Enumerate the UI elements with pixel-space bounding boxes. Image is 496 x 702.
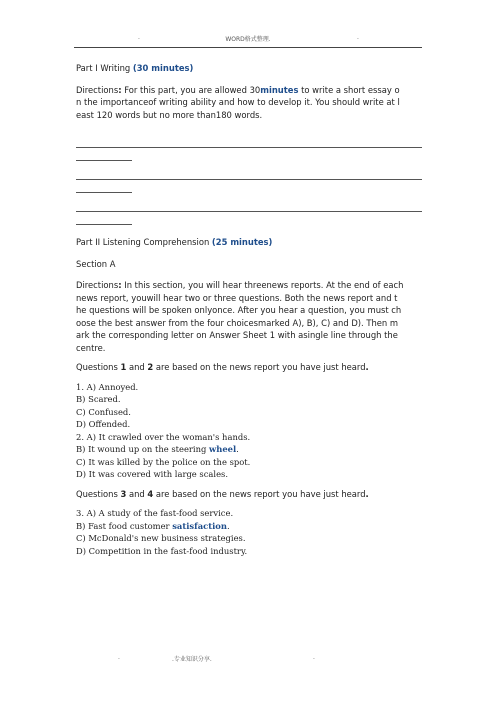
option-text: B) It wound up on the steering wheel. [76,444,239,454]
footer-text: .专业知识分享. [172,656,212,663]
part1-heading: Part I Writing (30 minutes) [76,63,194,73]
option-text: 3. A) A study of the fast-food service. [76,508,234,518]
option-text: D) Competition in the fast-food industry. [76,545,248,556]
document-body [76,62,422,557]
header-left-mark: . [138,34,140,41]
option-text: C) Confused. [76,406,131,417]
option-text: B) Scared. [76,394,121,404]
option-text: C) McDonald's new business strategies. [76,533,246,543]
option-text: D) Offended. [76,419,131,429]
blank-line [76,167,422,180]
option-text: 1. A) Annoyed. [76,381,139,392]
option-text: 2. A) It crawled over the woman's hands. [76,431,251,442]
footer-left-mark: . [118,654,120,661]
blank-line-end [76,212,132,225]
questions-1-2-options [76,381,422,481]
questions-1-2-intro: Questions 1 and 2 are based on the news report you have just heard. [76,362,369,372]
page-header [0,34,496,46]
page-footer [0,654,496,666]
part2-heading: Part II Listening Comprehension (25 minutes) [76,237,273,247]
part1-directions: Directions: For this part, you are allowed 30minutes to write a short essay o n the importanceof writing ability and how to develop it. You should write at l east 120 words but no more than180 words. [76,84,400,120]
header-right-mark: . [357,34,359,41]
questions-3-4-intro: Questions 3 and 4 are based on the news report you have just heard. [76,488,369,499]
writing-blank-lines [76,135,422,225]
blank-line [76,135,422,148]
blank-line [76,199,422,212]
header-title: WORD格式整理. [225,36,271,43]
part2-directions: Directions: In this section, you will hear threenews reports. At the end of each news report, youwill hear two or three questions. Both the news report and t he questions will be spoken onlyonce. After you hear a question, you must ch oose the best answer from the four choicesmarked A), B), C) and D). Then m ark the corresponding letter on Answer Sheet 1 with asingle line through the centre. [76,280,404,353]
section-a-label: Section A [76,258,116,269]
blank-line-end [76,148,132,161]
questions-3-4-options [76,507,422,557]
option-text: C) It was killed by the police on the spot. [76,456,251,467]
blank-line-end [76,180,132,193]
option-text: B) Fast food customer satisfaction. [76,520,230,531]
option-text: D) It was covered with large scales. [76,469,229,479]
footer-right-mark: . [313,654,315,661]
header-rule [74,47,422,48]
